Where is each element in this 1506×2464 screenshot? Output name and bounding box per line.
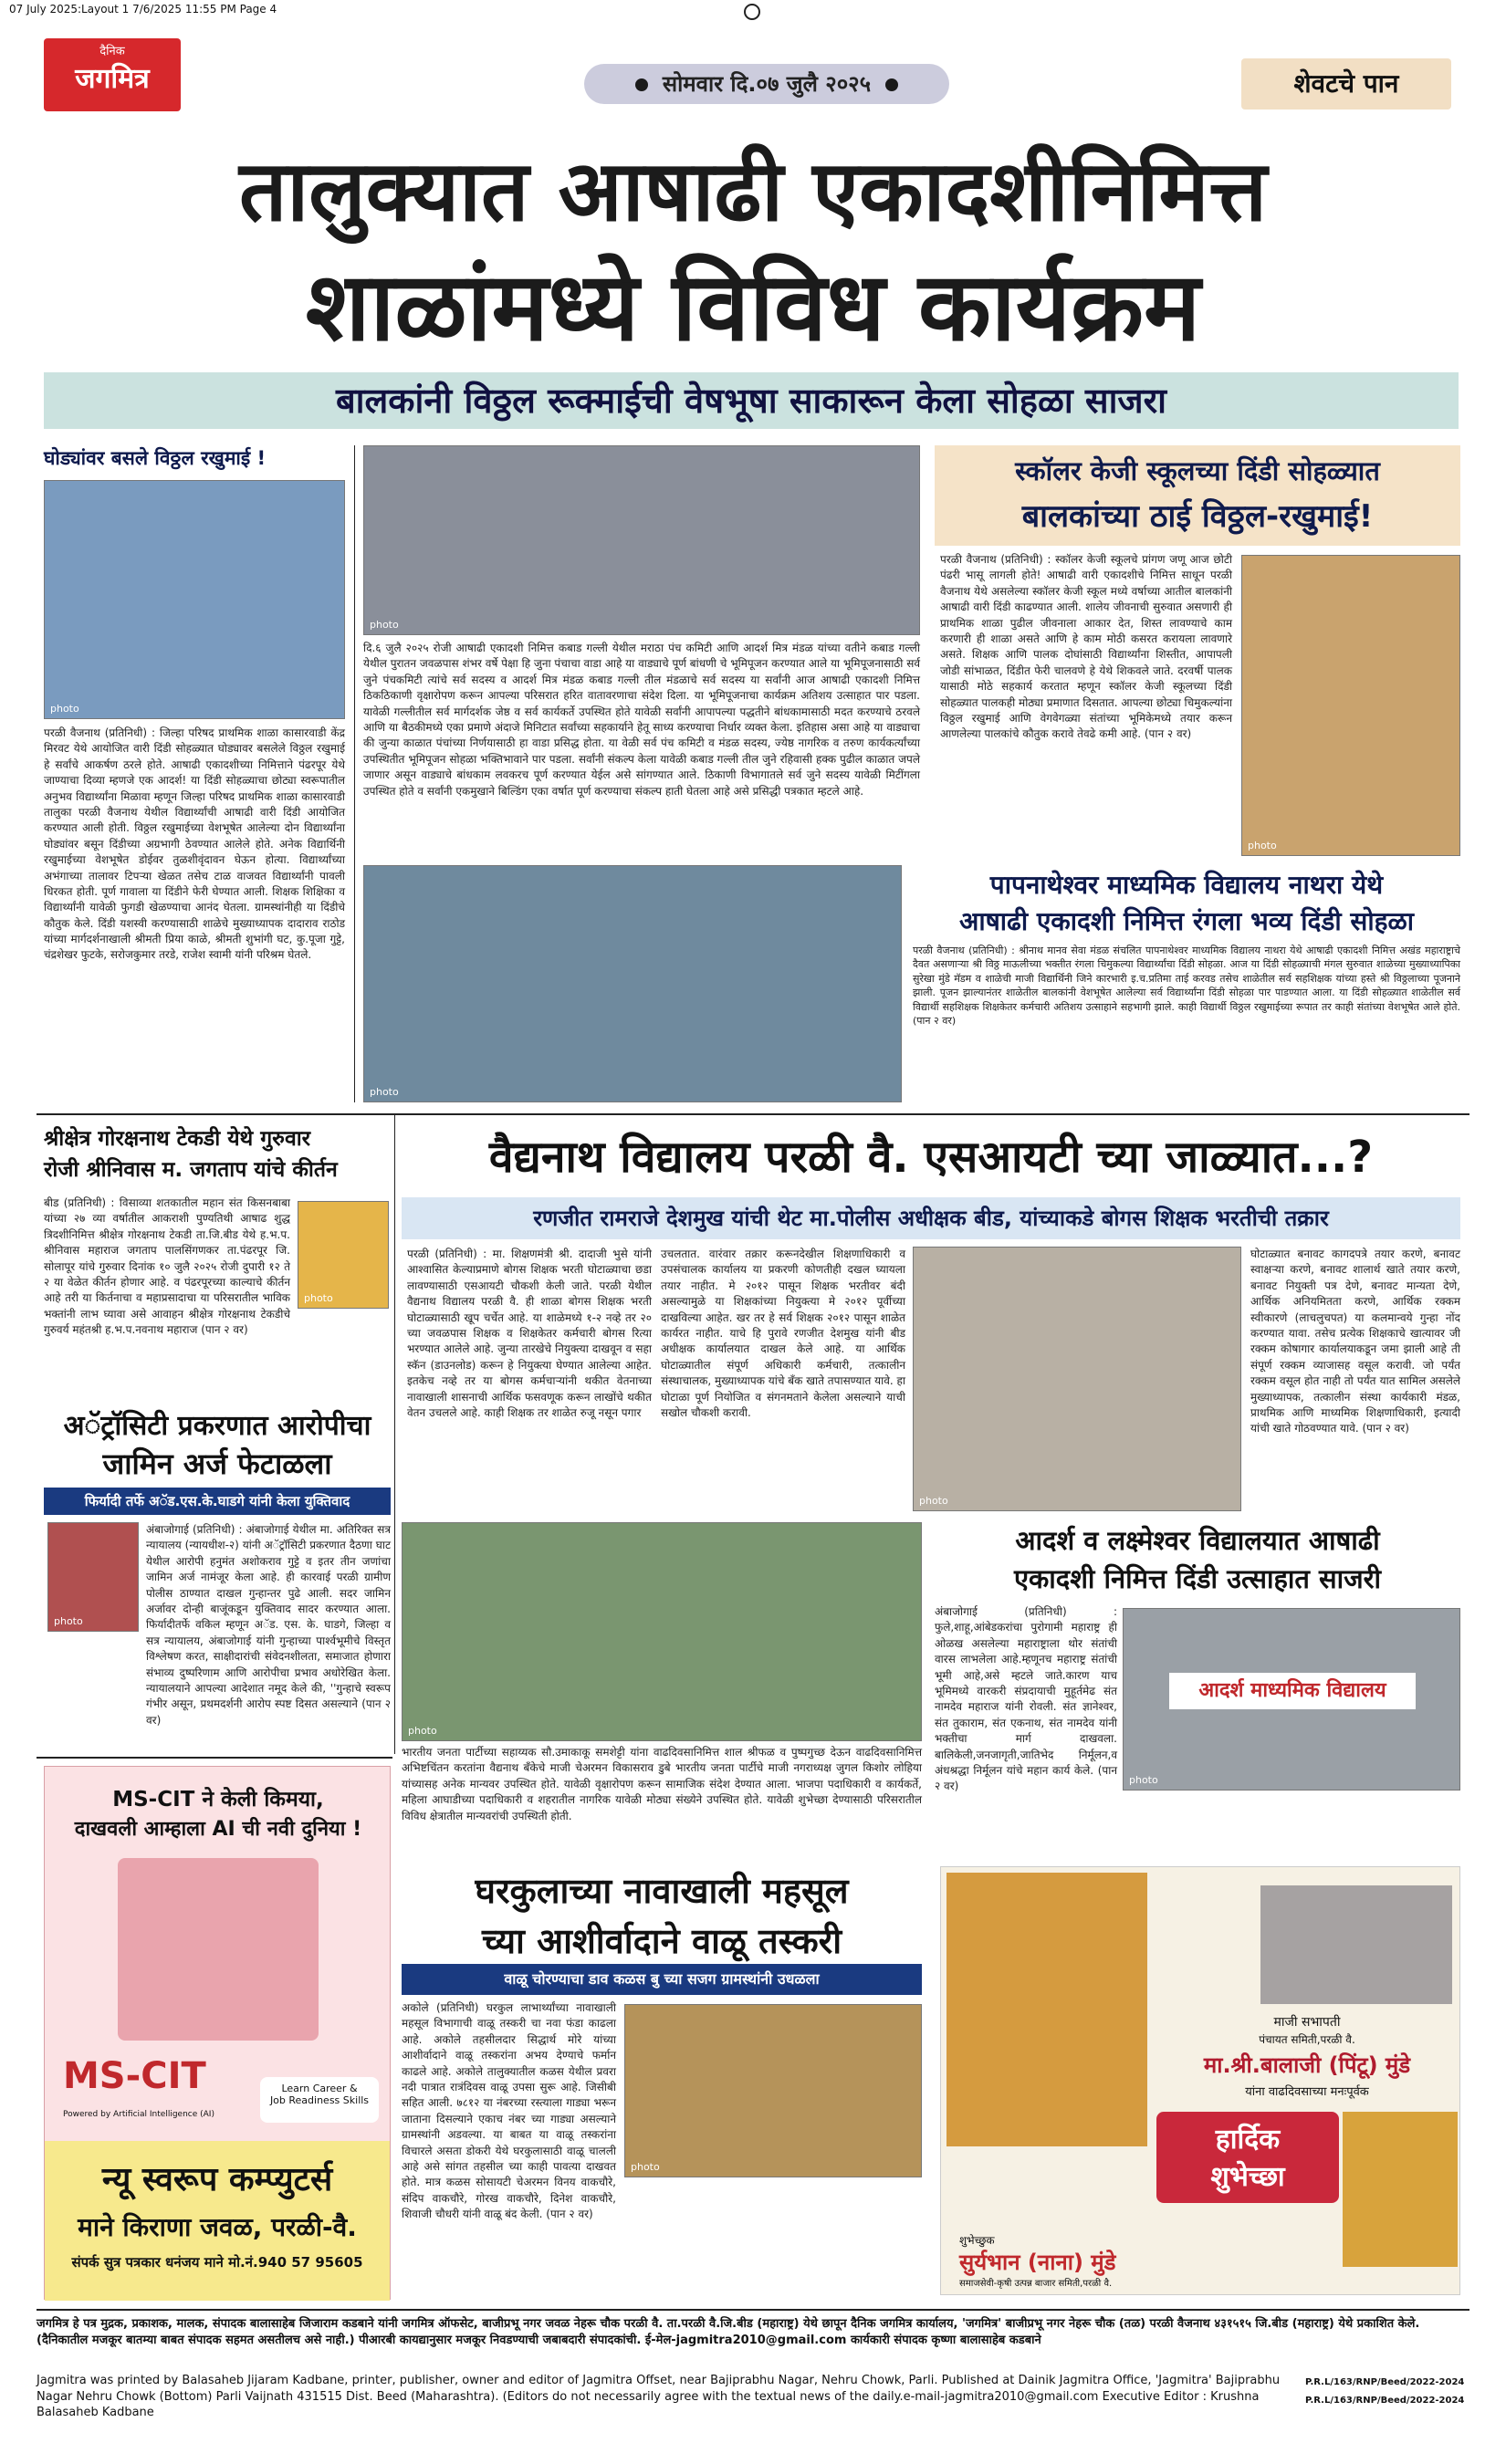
lead-headline-line2: शाळांमध्ये विविध कार्यक्रम: [305, 251, 1201, 362]
date-bar: [584, 64, 949, 104]
ad-photo: [1260, 1885, 1452, 2004]
story-photo: photo: [624, 2004, 922, 2177]
footer-marathi: जगमित्र हे पत्र मुद्रक, प्रकाशक, मालक, संपादक बालासाहेब जिजाराम कडबाने यांनी जगमित्र ऑफसेट, बाजीप्रभू नगर जवळ नेहरू चौक परळी वै. ता.परळी वै.जि.बीड (महाराष्ट्र) येथे छापून दैनिक जगमित्र कार्यालय, 'जगमित्र' बाजीप्रभू नगर नेहरू चौक (तळ) परळी वैजनाथ ४३१५१५ जि.बीड (महाराष्ट्र) येथे प्रकाशित केले. (दैनिकातील मजकूर बातम्या बाबत संपादक सहमत असतीलच असे नाही.) पीआरबी कायद्यानुसार मजकूर निवडण्याची जबाबदारी संपादकांची. ई-मेल-jagmitra2010@gmail.com कार्यकारी संपादक कृष्णा बालासाहेब कडबाने: [37, 2317, 1420, 2347]
story-title: घोड्यांवर बसले विठ्ठल रखुमाई !: [44, 447, 267, 469]
ad-occasion: यांना वाढदिवसाच्या मनःपूर्वक: [1245, 2085, 1369, 2099]
story-subheadline: रणजीत रामराजे देशमुख यांची थेट मा.पोलीस अधीक्षक बीड, यांच्याकडे बोगस शिक्षक भरतीची तक्रार: [402, 1197, 1460, 1239]
story-photo: photo: [402, 1522, 922, 1741]
ad-from-name: सुर्यभान (नाना) मुंडे: [959, 2250, 1116, 2275]
story-body: भारतीय जनता पार्टीच्या सहाय्यक सौ.उमाकाकू समशेट्टी यांना वाढदिवसानिमित्त शाल श्रीफळ व पुष्पगुच्छ देऊन वाढदिवसानिमित्त अभिष्टचिंतन करतांना वैद्यनाथ बँकेचे माजी चेअरमन विकासराव डुबे भारतीय जनता पार्टीचे माजी नगराध्यक्ष जुगल किशोर लोहिया यांच्यासह अनेक मान्यवर उपस्थित होते. यावेळी वृक्षारोपण करून सामाजिक संदेश देण्यात आला. भाजपा पदाधिकारी व कार्यकर्ते, महिला आघाडीच्या पदाधिकारी व शहरातील नागरिक यावेळी मोठ्या संख्येने उपस्थित होते. यावेळी शुभेच्छा देण्यासाठी परिसरातील विविध क्षेत्रातील मान्यवरांची उपस्थिती होती.: [402, 1746, 922, 1822]
bullet-icon: [885, 78, 898, 91]
mscit-ad: [44, 1766, 391, 2300]
ad-from-post: समाजसेवी-कृषी उत्पन्न बाजार समिती,परळी वै.: [959, 2279, 1113, 2289]
story-body: बीड (प्रतिनिधी) : विसाव्या शतकातील महान संत किसनबाबा यांच्या २७ व्या वर्षातील आकराशी पुण्यतिथी आषाढ शुद्ध त्रिदशीनिमित्त श्रीक्षेत्र गोरक्षनाथ टेकडी ता.जि.बीड येथे ह.भ.प. श्रीनिवास महाराज जगताप पालसिंगणकर ता.पंढरपूर जि. सोलापूर यांचे गुरुवार दिनांक १० जुलै २०२५ रोजी दुपारी १२ ते २ या वेळेत कीर्तन होणार आहे. व पंढरपूरच्या काल्याचे कीर्तन आहे तरी या किर्तनाचा व महाप्रसादाचा या परिसरातील भाविक भक्तांनी लाभ घ्यावा असे आवाहन श्रीक्षेत्र गोरक्षनाथ टेकडीचे गुरुवर्य महंतश्री ह.भ.प.नवनाथ महाराज (पान २ वर): [44, 1196, 290, 1337]
story-column-1: परळी (प्रतिनिधी) : मा. शिक्षणमंत्री श्री. दादाजी भुसे यांनी आश्वासित केल्याप्रमाणे बोगस शिक्षक भरती घोटाळ्याचा छडा लावण्यासाठी एसआयटी चौकशी केली जाते. परळी येथील वैद्यनाथ विद्यालय परळी वै. ही शाळा बोगस शिक्षक भरती घोटाळ्यासाठी खूप चर्चेत आहे. या शाळेमध्ये १-२ नव्हे तर २० च्या जवळपास शिक्षक व शिक्षकेतर कर्मचारी बोगस रित्या भरण्यात आलेले आहे. जुन्या तारखेचे नियुक्त्या दाखवून व सहा स्कॅन (डाउनलोड) करून हे नियुक्त्या घेण्यात आलेल्या आहेत. इतकेच नव्हे तर या बोगस कर्मचाऱ्यांनी थकीत वेतनाच्या नावाखाली शासनाची आर्थिक फसवणूक करून लाखोंचे थकीत वेतन उचलले आहे. काही शिक्षक तर शाळेत रुजू नसून पगार: [407, 1248, 652, 1419]
story-tag: वाळू चोरण्याचा डाव कळस बु च्या सजग ग्रामस्थांनी उधळला: [402, 1964, 922, 1995]
story-body: अंबाजोगाई (प्रतिनिधी) : फुले,शाहू,आंबेडकरांचा पुरोगामी महाराष्ट्र ही ओळख असलेल्या महाराष्ट्राला थोर संतांची वारस लाभलेला आहे.म्हणूनच महाराष्ट्र संतांची भूमी आहे,असे म्हटले जाते.कारण याच भूमिमध्ये वारकरी संप्रदायाची मुहूर्तमेढ संत नामदेव महाराज यांनी रोवली. संत ज्ञानेश्वर, संत तुकाराम, संत एकनाथ, संत नामदेव यांनी भक्तीचा मार्ग दाखवला. बालिकेली,जनजागृती,जातिभेद निर्मूलन,व अंधश्रद्धा निर्मूलन यांचे महान कार्य केले. (पान २ वर): [935, 1605, 1117, 1793]
school-banner: आदर्श माध्यमिक विद्यालय: [1169, 1673, 1416, 1709]
story-title-line2: एकादशी निमित्त दिंडी उत्साहात साजरी: [1013, 1563, 1381, 1594]
ad-from-label: शुभेच्छुक: [959, 2234, 995, 2247]
story-body: अकोले (प्रतिनिधी) घरकुल लाभार्थ्यांच्या नावाखाली महसूल विभागाची वाळू तस्करी चा नवा फंडा काढला आहे. अकोले तहसीलदार सिद्धार्थ मोरे यांच्या आशीर्वादाने वाळू तस्करांना अभय देण्याचे फर्मान काढले आहे. अकोले तालुक्यातील कळस येथील प्रवरा नदी पात्रात रात्रंदिवस वाळू उपसा सुरू आहे. जिसीबी सहित आली. ७८१२ या नंबरच्या रस्त्याला गाड्या भरून जाताना दिसल्याने एकाच नंबर च्या गाड्या असल्याने ग्रामस्थांनी अडवल्या. या बाबत या वाळू तस्करांना विचारले असता डोकरी येथे घरकुलासाठी वाळू चालली आहे असे सांगत तहसील च्या काही पावत्या दाखवत होते. मात्र कळस सोसायटी चेअरमन विनय वाकचौरे, संदिप वाकचौरे, गोरख वाकचौरे, दिनेश वाकचौरे, शिवाजी चौधरी यांनी वाळू बंद केली. (पान २ वर): [402, 2001, 616, 2221]
story-body: दि.६ जुलै २०२५ रोजी आषाढी एकादशी निमित्त कबाड गल्ली येथील मराठा पंच कमिटी आणि आदर्श मित्र मंडळ यांच्या वतीने कबाड गल्ली येथील पुरातन जवळपास शंभर वर्षे पेक्षा हि जुना पंचाचा वाडा आहे या वाड्याचे पूर्ण बांधणी चे भूमिपूजन करण्यात आले या भूमिपूजनासाठी सर्व जुने पंचकमिटी त्यांचे सर्व सदस्य व आदर्श मित्र मंडळ कबाड गल्ली तील मंडळाचे सर्व सदस्य या सर्वांनी आज आषाढी एकादशी निमित्त ठिकठिकाणी वृक्षारोपण करून आपल्या परिसरात हरित वातावरणाचा संदेश दिला. या भूमिपूजनाचा कार्यक्रम अतिशय उत्साहात पार पडला. यावेळी गल्लीतील सर्व मार्गदर्शक जेष्ठ व सर्व कार्यकर्ते उपस्थित होते यावेळी सर्वांनी आपापल्या पद्धतीने बांधकामासाठी मदत करण्याचे ठरवले आणि या बैठकीमध्ये एका प्रमाणे अंदाजे मिनिटात सर्वांच्या सहकार्याने हेतू साध्य करण्याचा निर्धार व्यक्त केला. इतिहास असा आहे या वाड्याचा की जुन्या काळात पंचांच्या निर्णयासाठी हा वाडा प्रसिद्ध होता. या वेळी सर्व पंच कमिटी व मंडळ सदस्य, ज्येष्ठ नागरिक व तरुण कार्यकर्त्यांच्या उपस्थितीत भूमिपूजन सोहळा भक्तिभावाने पार पडला. सर्वांनी संकल्प केला यावेळी कबाड गल्ली तील जुने रहिवासी हक्क पुढील काळात जपले जाणार असून वाड्याचे बांधकाम लवकरच पूर्ण करण्यात येईल असे सांगण्यात आले. ठिकाणी विभागातले सर्व जुने सदस्य यावेळी मिटींगला उपस्थित होते व सर्वांनी एकमुखाने बिल्डिंग एका वर्षात पूर्ण करण्याचा संकल्प हाती घेतला आहे असे प्रसिद्धी पत्रकात म्हटले आहे.: [363, 642, 920, 798]
ad-wish: [1156, 2112, 1339, 2203]
story-photo: photo: [298, 1201, 389, 1309]
masthead-logo: [44, 38, 181, 111]
story-title-line2: रोजी श्रीनिवास म. जगताप यांचे कीर्तन: [44, 1158, 338, 1182]
story-photo: photo: [913, 1247, 1241, 1511]
story-title-line1: अॅट्रॉसिटी प्रकरणात आरोपीचा: [63, 1410, 371, 1442]
footer-reg-line2: P.R.L/163/RNP/Beed/2022-2024: [1305, 2396, 1465, 2406]
story-title-line1: स्कॉलर केजी स्कूलच्या दिंडी सोहळ्यात: [1015, 455, 1380, 486]
story-title-line2: जामिन अर्ज फेटाळला: [102, 1446, 332, 1481]
story-title-line2: आषाढी एकादशी निमित्त रंगला भव्य दिंडी सोहळा: [959, 906, 1414, 936]
section-rule: [37, 1113, 1469, 1115]
ad-logo: MS-CIT: [63, 2055, 206, 2097]
logo-big-text: जगमित्र: [75, 63, 150, 95]
story-photo: photo: [363, 865, 902, 1102]
story-photo: photo: [363, 445, 920, 635]
story-column-3: घोटाळ्यात बनावट कागदपत्रे तयार करणे, बनावट स्वाक्षऱ्या करणे, बनावट शालार्थ खाते तयार करणे, बनावट नियुक्ती पत्र देणे, बनावट मान्यता देणे, आर्थिक अनियमितता करणे, आर्थिक रक्कम स्वीकारणे (लाचलुचपत) या कलमान्वये गुन्हा नोंद करण्यात यावा. तसेच प्रत्येक शिक्षकाचे खात्यावर जी रक्कम कोषागार कार्यालयाकडून जमा झाली आहे ती संपूर्ण रक्कम व्याजासह वसूल करावी. जो पर्यंत रक्कम वसूल होत नाही तो पर्यंत यात सामिल असलेले मुख्याध्यापक, तत्कालीन संस्था कार्यकारी मंडळ, प्राथमिक आणि माध्यमिक शिक्षणाधिकारी, इत्यादी यांची खाते गोठवण्यात यावे. (पान २ वर): [1250, 1248, 1460, 1436]
footer-reg-line1: P.R.L/163/RNP/Beed/2022-2024: [1305, 2377, 1465, 2387]
ad-headline-line1: MS-CIT ने केली किमया,: [112, 1788, 324, 1811]
ad-photo: [1343, 2112, 1458, 2267]
story-body: परळी वैजनाथ (प्रतिनिधी) : श्रीनाथ मानव सेवा मंडळ संचलित पापनाथेश्वर माध्यमिक विद्यालय नाथरा येथे आषाढी एकादशी निमित्त अखंड महाराष्ट्राचे दैवत असणाऱ्या श्री विठ्ठ माऊलीच्या भक्तीत रंगला चिमुकल्या विद्यार्थ्यांचा दिंडी सोहळा. आज या दिंडी सोहळ्याची मंगल सुरुवात शाळेच्या मुख्याध्यापिका सुरेखा मुंडे मॅडम व शाळेची माजी विद्यार्थिनी जिने कारभारी इ.च.प्रतिमा ताई करवड तसेच शाळेतील सर्व सहशिक्षक यांच्या हस्ते श्री विठ्ठलाच्या पूजनाने झाली. पूजन झाल्यानंतर शाळेतील बालकांनी वेशभूषेत आलेल्या सर्व विद्यार्थ्यांना दिंडी सोहळा पार पाडण्यात आला. या दिंडी सोहळ्यात शाळेतील सर्व विद्यार्थी सहशिक्षक शिक्षकेतर कर्मचारी अतिशय उत्साहाने सहभागी झाले. काही विद्यार्थी विठ्ठल रखुमाईच्या रूपात तर काही संतांच्या वेशभूषेत आले होते. (पान २ वर): [913, 945, 1460, 1027]
story-title-panel: [935, 445, 1460, 546]
registration-mark-icon: [744, 4, 760, 20]
story-body: परळी वैजनाथ (प्रतिनिधी) : स्कॉलर केजी स्कूलचे प्रांगण जणू आज छोटी पंढरी भासू लागली होते! आषाढी वारी एकादशीचे निमित्त साधून परळी वैजनाथ येथे असलेल्या स्कॉलर केजी स्कूल मध्ये वर्षाच्या आतील बालकांनी आषाढी वारी दिंडी काढण्यात आली. शालेय जीवनाची सुरुवात असणारी ही प्राथमिक शाळा पुढील जीवनाला आकार देत, शिस्त लावण्याचे काम करणारी ही शाळा असते आणि हे काम मोठी कसरत करायला लावणारे असते. शिक्षक आणि पालक दोघांसाठी विद्यार्थ्यांना शिस्तीत, आपापली जोडी सांभाळत, दिंडीत फेरी चालवणे हे येथे शिकवले जाते. दरवर्षी पालक यासाठी मोठे सहकार्य करतात म्हणून स्कॉलर केजी स्कूलच्या दिंडी सोहळ्यात पालकही मोठ्या प्रमाणात दिसतात. आपल्या छोट्या चिमुकल्यांना विठ्ठल रखुमाई आणि वेगवेगळ्या संतांच्या भूमिकेमध्ये तयार करून आणलेल्या पालकांचे कौतुक करावे तेवढे कमी आहे. (पान २ वर): [940, 553, 1232, 741]
contact-label: संपर्क सुत्र: [71, 2254, 121, 2271]
ad-shop-panel: [45, 2141, 390, 2301]
logo-small-text: दैनिक: [99, 45, 125, 58]
ad-photo: [946, 1873, 1147, 2146]
story-tag: फिर्यादी तर्फे अॅड.एस.के.घाडगे यांनी केला युक्तिवाद: [44, 1488, 391, 1515]
column-rule: [394, 1115, 395, 1754]
story-photo: photo: [1241, 555, 1460, 856]
contact-phone: मो.नं.940 57 95605: [228, 2254, 363, 2271]
section-label: शेवटचे पान: [1241, 58, 1451, 110]
story-body: अंबाजोगाई (प्रतिनिधी) : अंबाजोगाई येथील मा. अतिरिक्त सत्र न्यायालय (न्यायधीश-२) यांनी अॅट्रॉसिटी प्रकरणात दैठणा घाट येथील आरोपी हनुमंत अशोकराव गुट्टे व इतर तीन जणांचा जामिन अर्ज नामंजूर केला आहे. ही कारवाई परळी ग्रामीण पोलीस ठाण्यात दाखल गुन्हान्तर पुढे आली. सदर जामिन अर्जावर दोन्ही बाजूंकडून युक्तिवाद सादर करण्यात आला. फिर्यादीतर्फे वकिल म्हणून अॅड. एस. के. घाडगे, जिल्हा व सत्र न्यायालय, अंबाजोगाई यांनी गुन्हाच्या पार्श्वभूमीचे विस्तृत विश्लेषण करत, साक्षीदारांची संवेदनशीलता, समाजात होणारा संभाव्य दुष्परिणाम आणि आरोपीचा प्रभाव अधोरेखित केला. न्यायालयाने आपल्या आदेशात नमूद केले की, ''गुन्हाचे स्वरूप गंभीर असून, प्रथमदर्शनी आरोप स्पष्ट दिसत असल्याने (पान २ वर): [146, 1523, 391, 1727]
birthday-ad: [940, 1866, 1460, 2295]
story-title-line1: आदर्श व लक्ष्मेश्वर विद्यालयात आषाढी: [1015, 1525, 1380, 1556]
ad-subpost: पंचायत समिती,परळी वै.: [1259, 2033, 1355, 2046]
wish-line1: हार्दिक: [1215, 2124, 1281, 2156]
story-body: परळी वैजनाथ (प्रतिनिधी) : जिल्हा परिषद प्राथमिक शाळा कासारवाडी केंद्र मिरवट येथे आयोजित वारी दिंडी सोहळ्यात घोड्यावर बसलेले विठ्ठल रखुमाई हे सर्वांचे आकर्षण ठरले होते. आषाढी एकादशीच्या निमित्ताने पंढरपूर येथे जाण्याचा दिव्या म्हणजे एक आदर्श! या दिंडी सोहळ्याचा छोट्या स्वरूपातील अनुभव विद्यार्थ्यांना मिळावा म्हणून जिल्हा परिषद प्राथमिक शाळा कासारवाडी तालुका परळी वैजनाथ येथील विद्यार्थ्यांची आषाढी वारी दिंडी आयोजित करण्यात आली होती. विठ्ठल रखुमाईच्या वेशभूषेत आलेल्या दोन विद्यार्थ्यांना घोड्यांवर बसून दिंडीच्या अग्रभागी ठेवण्यात आलेले होते. अनेक विद्यार्थिनी रखुमाईच्या वेशभूषेत डोईवर तुळशीवृंदावन घेऊन होत्या. विद्यार्थ्यांच्या अभंगाच्या तालावर टिपऱ्या खेळत तसेच टाळ वाजवत विद्यार्थ्यांनी पावली धिरकत होती. पूर्ण गावाला या दिंडीने फेरी घेण्यात आली. शिक्षक शिक्षिका व विद्यार्थ्यांनी यावेळी फुगडी खेळण्याचा आनंद घेतला. ग्रामस्थांनीही या दिंडीचे कौतुक केले. दिंडी यशस्वी करण्यासाठी शाळेचे मुख्याध्यापक दादाराव राठोड यांच्या मार्गदर्शनाखाली श्रीमती प्रिया काळे, श्रीमती शुभांगी घट, कु.पूजा गुट्टे, चंद्रशेखर फुटके, सरोजकुमार तरडे, राजेश स्वामी यांनी परिश्रम घेतले.: [44, 726, 345, 962]
story-title-line1: घरकुलाच्या नावाखाली महसूल: [475, 1871, 849, 1911]
footer-rule: [37, 2309, 1469, 2311]
wish-line2: शुभेच्छा: [1210, 2161, 1285, 2193]
section-rule: [37, 1757, 392, 1759]
story-title-line1: पापनाथेश्वर माध्यमिक विद्यालय नाथरा येथे: [989, 870, 1384, 900]
story-column-2: उचलतात. वारंवार तक्रार करूनदेखील शिक्षणाधिकारी व उपसंचालक कार्यालय या प्रकरणी कोणतीही दखल घ्यायला तयार नाहीत. मे २०१२ पासून शिक्षक भरतीवर बंदी असल्यामुळे या शिक्षकांच्या नियुक्त्या मे २०१२ पूर्वीच्या दाखविल्या आहेत. खर तर हे सर्व शिक्षक २०१२ पासून शाळेत कार्यरत नाहीत. याचे हि पुरावे रणजीत देशमुख यांनी बीड अधीक्षक कार्यालयात दाखल केले आहे. या आर्थिक घोटाळ्यातील संपूर्ण अधिकारी कर्मचारी, तत्कालीन संस्थाचालक, मुख्याध्यापक यांचे बँक खाते तपासण्यात यावे. हा घोटाळा पूर्ण नियोजित व संगनमताने केलेला असल्याने याची सखोल चौकशी करावी.: [661, 1248, 905, 1419]
story-title-line2: च्या आशीर्वादाने वाळू तस्करी: [481, 1921, 842, 1961]
lead-headline-line1: तालुक्यात आषाढी एकादशीनिमित्त: [238, 142, 1268, 240]
shop-name: न्यू स्वरूप कम्प्युटर्स: [101, 2161, 333, 2198]
story-photo: आदर्श माध्यमिक विद्यालय photo: [1123, 1608, 1460, 1791]
shop-address: माने किराणा जवळ, परळी-वै.: [78, 2212, 357, 2242]
story-photo: photo: [47, 1522, 139, 1632]
ad-logo-sub: Powered by Artificial Intelligence (AI): [63, 2110, 214, 2119]
ad-photo: [118, 1858, 319, 2041]
ad-post: माजी सभापती: [1273, 2015, 1341, 2030]
story-headline: वैद्यनाथ विद्यालय परळी वै. एसआयटी च्या जाळ्यात...?: [488, 1132, 1374, 1183]
footer-english: Jagmitra was printed by Balasaheb Jijaram Kadbane, printer, publisher, owner and editor of Jagmitra Offset, near Bajiprabhu Nagar, Nehru Chowk, Parli. Published at Dainik Jagmitra Office, 'Jagmitra' Bajiprabhu Nagar Nehru Chowk (Bottom) Parli Vaijnath 431515 Dist. Beed (Maharashtra). (Editors do not necessarily agree with the textual news of the daily.e-mail-jagmitra2010@gmail.com Executive Editor : Krushna Balasaheb Kadbane: [37, 2374, 1281, 2420]
lead-subheadline: बालकांनी विठ्ठल रूक्माईची वेषभूषा साकारून केला सोहळा साजरा: [44, 372, 1459, 429]
story-title-line2: बालकांच्या ठाई विठ्ठल-रखुमाई!: [1021, 498, 1374, 535]
ad-badge: [260, 2077, 379, 2123]
story-title-line1: श्रीक्षेत्र गोरक्षनाथ टेकडी येथे गुरुवार: [44, 1127, 311, 1151]
print-slug: 07 July 2025:Layout 1 7/6/2025 11:55 PM Page 4: [9, 3, 277, 16]
badge-line1: Learn Career &: [281, 2083, 358, 2094]
column-rule: [354, 445, 355, 1102]
contact-name: पत्रकार धनंजय माने: [125, 2254, 224, 2271]
issue-date: सोमवार दि.०७ जुलै २०२५: [662, 71, 872, 97]
bullet-icon: [635, 78, 648, 91]
badge-line2: Job Readiness Skills: [269, 2094, 370, 2106]
ad-headline-line2: दाखवली आम्हाला AI ची नवी दुनिया !: [74, 1818, 362, 1841]
ad-name: मा.श्री.बालाजी (पिंटू) मुंडे: [1203, 2052, 1411, 2078]
story-photo: photo: [44, 480, 345, 719]
